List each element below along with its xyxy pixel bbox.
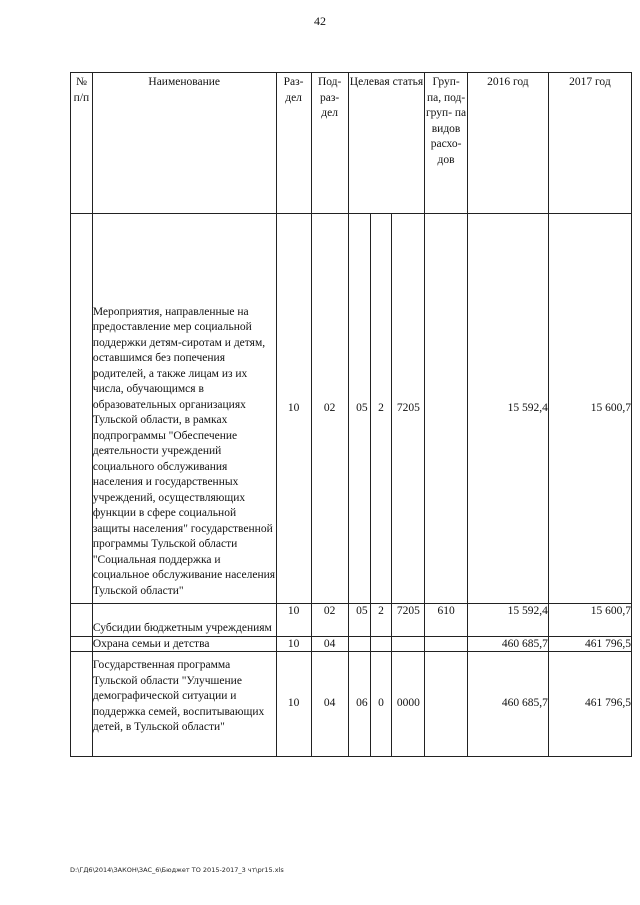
cell-cs-program: 06 [348, 652, 370, 757]
header-podrazdel: Под- раз- дел [311, 73, 348, 214]
cell-cs-program: 05 [348, 214, 370, 604]
cell-amount-2016: 15 592,4 [467, 214, 548, 604]
cell-cs-subprogram: 0 [370, 652, 392, 757]
cell-name: Охрана семьи и детства [92, 637, 276, 652]
cell-gruppa [425, 637, 468, 652]
cell-razdel: 10 [276, 214, 311, 604]
cell-name: Государственная программа Тульской области "Улучшение демографической ситуации и поддержка семей, воспитывающих детей, в Тульской области" [92, 652, 276, 757]
page-number: 42 [314, 14, 326, 28]
cell-num [71, 214, 93, 604]
cell-num [71, 604, 93, 637]
cell-cs-direction: 0000 [392, 652, 425, 757]
cell-amount-2017: 461 796,5 [548, 637, 631, 652]
header-razdel: Раз- дел [276, 73, 311, 214]
cell-gruppa [425, 652, 468, 757]
cell-cs-subprogram [370, 637, 392, 652]
header-year-2016: 2016 год [467, 73, 548, 214]
cell-cs-subprogram: 2 [370, 604, 392, 637]
table-row [71, 637, 632, 652]
cell-razdel: 10 [276, 604, 311, 637]
cell-razdel: 10 [276, 652, 311, 757]
cell-cs-program [348, 637, 370, 652]
table-row [71, 652, 632, 757]
cell-gruppa: 610 [425, 604, 468, 637]
cell-name: Субсидии бюджетным учреждениям [92, 604, 276, 637]
cell-podrazdel: 04 [311, 652, 348, 757]
cell-podrazdel: 02 [311, 604, 348, 637]
cell-name: Мероприятия, направленные на предоставление мер социальной поддержки детям-сиротам и детям, оставшимся без попечения родителей, а также лицам из их числа, обучающимся в образовательных организациях Тульской области, в рамках подпрограммы "Обеспечение деятельности учреждений социального обслуживания населения и государственных учреждений, осуществляющих функции в сфере социальной защиты населения" государственной программы Тульской области "Социальная поддержка и социальное обслуживание населения Тульской области" [92, 214, 276, 604]
cell-amount-2016: 460 685,7 [467, 652, 548, 757]
cell-podrazdel: 02 [311, 214, 348, 604]
cell-num [71, 637, 93, 652]
cell-cs-program: 05 [348, 604, 370, 637]
file-path-footer: D:\ГД6\2014\ЗАКОН\ЗАС_6\Бюджет ТО 2015-2017_3 чт\pr15.xls [70, 866, 284, 874]
table-header-row [71, 73, 632, 214]
budget-table [70, 72, 632, 757]
cell-cs-subprogram: 2 [370, 214, 392, 604]
header-year-2017: 2017 год [548, 73, 631, 214]
cell-amount-2016: 460 685,7 [467, 637, 548, 652]
cell-cs-direction: 7205 [392, 604, 425, 637]
cell-cs-direction [392, 637, 425, 652]
header-celevaya-statya: Целевая статья [348, 73, 425, 214]
cell-razdel: 10 [276, 637, 311, 652]
table-row [71, 604, 632, 637]
cell-cs-direction: 7205 [392, 214, 425, 604]
header-name: Наименование [92, 73, 276, 214]
cell-gruppa [425, 214, 468, 604]
cell-amount-2017: 461 796,5 [548, 652, 631, 757]
header-gruppa: Груп- па, под- груп- па видов расхо- дов [425, 73, 468, 214]
header-num: № п/п [71, 73, 93, 214]
cell-num [71, 652, 93, 757]
cell-amount-2016: 15 592,4 [467, 604, 548, 637]
table-row [71, 214, 632, 604]
cell-amount-2017: 15 600,7 [548, 604, 631, 637]
cell-amount-2017: 15 600,7 [548, 214, 631, 604]
cell-podrazdel: 04 [311, 637, 348, 652]
